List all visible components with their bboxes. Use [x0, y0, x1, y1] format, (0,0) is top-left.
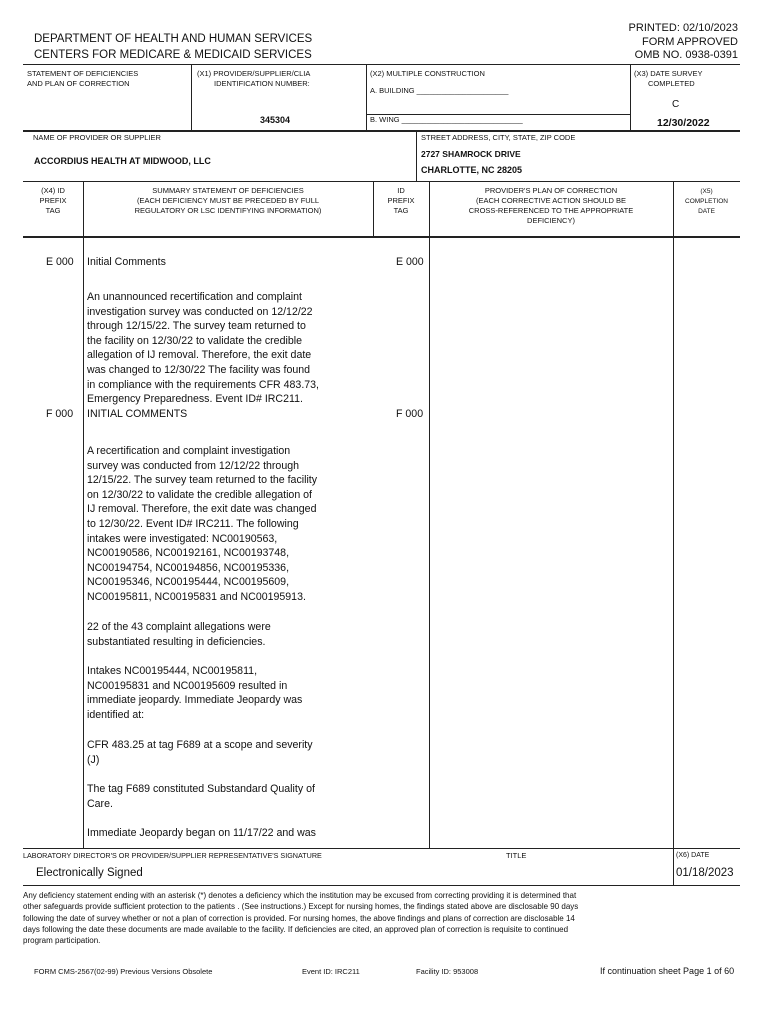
page-number: If continuation sheet Page 1 of 60 [600, 966, 735, 976]
city-state-zip: CHARLOTTE, NC 28205 [421, 165, 523, 175]
disclaimer: Any deficiency statement ending with an asterisk (*) denotes a deficiency which the institution may be excused from correcting providing it is determined that other safeguards provide sufficient protection to the patients . (See instructions.) Except for nursing homes, the findings stated above are disclosable 90 days following the date of survey whether or not a plan of correction is provided. For nursing homes, the above findings and plans of correction are disclosable 14 days following the date these documents are made available to the facility. If deficiencies are cited, an approved plan of correction is requisite to continued program participation. [23, 891, 579, 946]
f000-id: F 000 [396, 408, 424, 420]
summary-header: SUMMARY STATEMENT OF DEFICIENCIES (EACH DEFICIENCY MUST BE PRECEDED BY FULL REGULATORY OR LSC IDENTIFYING INFORMATION) [134, 186, 322, 215]
event-id: Event ID: IRC211 [302, 967, 360, 976]
x2-wing: B. WING _____________________________ [370, 115, 523, 124]
x2-label: (X2) MULTIPLE CONSTRUCTION [370, 69, 485, 78]
f000-paragraph-3: Intakes NC00195444, NC00195811, NC00195831 and NC00195609 resulted in immediate jeopardy. Immediate Jeopardy was identified at: [87, 665, 303, 721]
f000-paragraph-4: CFR 483.25 at tag F689 at a scope and severity (J) [87, 739, 313, 766]
omb-number: OMB NO. 0938-0391 [634, 49, 738, 61]
e000-tag: E 000 [46, 256, 74, 268]
x5-header: (X5) COMPLETION DATE [685, 188, 728, 215]
provider-name: ACCORDIUS HEALTH AT MIDWOOD, LLC [34, 156, 211, 166]
f000-tag: F 000 [46, 408, 74, 420]
f000-paragraph-5: The tag F689 constituted Substandard Quality of Care. [87, 783, 315, 810]
signature-date: 01/18/2023 [676, 867, 734, 879]
form-approved: FORM APPROVED [642, 36, 738, 48]
statement-label: STATEMENT OF DEFICIENCIES [27, 69, 139, 78]
x4-header: (X4) ID PREFIX TAG [39, 186, 67, 215]
date-label: (X6) DATE [676, 852, 710, 859]
street-address: 2727 SHAMROCK DRIVE [421, 149, 521, 159]
x1-label-2: IDENTIFICATION NUMBER: [214, 79, 310, 88]
provider-label: NAME OF PROVIDER OR SUPPLIER [33, 133, 161, 142]
street-label: STREET ADDRESS, CITY, STATE, ZIP CODE [421, 133, 576, 142]
x1-label: (X1) PROVIDER/SUPPLIER/CLIA [197, 69, 311, 78]
survey-date: 12/30/2022 [657, 117, 710, 129]
signature-value: Electronically Signed [36, 867, 143, 879]
printed-date: PRINTED: 02/10/2023 [628, 22, 738, 34]
f000-paragraph-2: 22 of the 43 complaint allegations were substantiated resulting in deficiencies. [87, 621, 271, 648]
f000-paragraph-6: Immediate Jeopardy began on 11/17/22 and was [87, 827, 316, 839]
department-title: DEPARTMENT OF HEALTH AND HUMAN SERVICES [34, 33, 313, 45]
e000-title: Initial Comments [87, 256, 166, 268]
statement-label-2: AND PLAN OF CORRECTION [27, 79, 130, 88]
f000-paragraph-1: A recertification and complaint investigation survey was conducted from 12/12/22 through 12/15/22. The survey team returned to the facility on 12/30/22 to validate the credible allegation of IJ removal. Therefore, the exit date was changed to 12/30/22. Event ID# IRC211. The following intakes were investigated: NC00190563, NC00190586, NC00192161, NC00193748, NC00194754, NC00194856, NC00195336, NC00195346, NC00195444, NC00195609, NC00195811, NC00195831 and NC00195913. [87, 445, 318, 603]
id-header: ID PREFIX TAG [387, 186, 415, 215]
e000-body: An unannounced recertification and complaint investigation survey was conducted on 12/12/22 through 12/15/22. The survey team returned to the facility on 12/30/22 to validate the credible allegation of IJ removal. Therefore, the exit date was changed to 12/30/22 The facility was found in compliance with the requirements CFR 483.73, Emergency Preparedness. Event ID# IRC211. [87, 291, 319, 406]
e000-id: E 000 [396, 256, 424, 268]
agency-title: CENTERS FOR MEDICARE & MEDICAID SERVICES [34, 49, 312, 61]
form-id: FORM CMS-2567(02-99) Previous Versions Obsolete [34, 967, 213, 976]
x2-building: A. BUILDING ______________________ [370, 86, 509, 95]
facility-id: Facility ID: 953008 [416, 967, 479, 976]
signature-label: LABORATORY DIRECTOR'S OR PROVIDER/SUPPLIER REPRESENTATIVE'S SIGNATURE [23, 851, 322, 860]
title-label: TITLE [506, 851, 527, 860]
x3-label-2: COMPLETED [648, 79, 695, 88]
survey-code: C [672, 99, 680, 110]
f000-title: INITIAL COMMENTS [87, 408, 188, 420]
provider-number: 345304 [260, 115, 291, 125]
x3-label: (X3) DATE SURVEY [634, 69, 703, 78]
plan-header: PROVIDER'S PLAN OF CORRECTION (EACH CORRECTIVE ACTION SHOULD BE CROSS-REFERENCED TO THE APPROPRIATE DEFICIENCY) [468, 186, 634, 225]
